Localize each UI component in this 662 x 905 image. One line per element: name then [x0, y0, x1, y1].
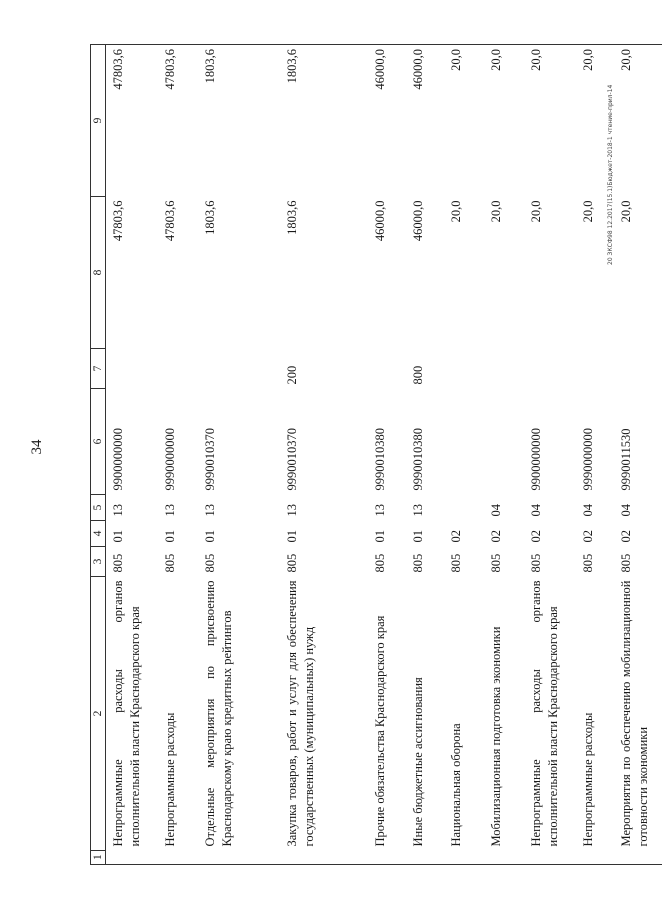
section-code: 02 — [449, 530, 463, 543]
department-code: 805 — [581, 553, 595, 573]
header-col-6: 6 — [91, 389, 106, 495]
amount-col-8: 20,0 — [449, 200, 463, 223]
page-number: 34 — [29, 439, 45, 455]
table-row — [106, 45, 159, 865]
target-article-code: 9990010370 — [285, 428, 299, 491]
amount-col-9: 20,0 — [614, 45, 662, 197]
section-code: 01 — [163, 530, 177, 543]
budget-table — [90, 44, 662, 865]
target-article-code: 9990011530 — [619, 428, 633, 491]
header-col-3: 3 — [91, 547, 106, 577]
table-row — [280, 45, 368, 865]
row-number-cell — [368, 851, 406, 865]
amount-col-8: 46000,0 — [411, 200, 425, 242]
item-name: Непрограммные расходы — [581, 712, 595, 847]
department-code: 805 — [529, 553, 543, 573]
amount-col-9: 1803,6 — [280, 45, 368, 197]
table-row — [484, 45, 524, 865]
item-name: Отдельные мероприятия по присвоению Краснодарскому краю кредитных рейтингов — [203, 580, 234, 847]
department-code: 805 — [619, 553, 633, 573]
subsection-code: 04 — [619, 504, 633, 517]
table-row — [524, 45, 576, 865]
amount-col-8: 20,0 — [619, 200, 633, 223]
row-number-cell — [280, 851, 368, 865]
row-number-cell — [444, 851, 484, 865]
item-name: Непрограммные расходы — [163, 712, 177, 847]
department-code: 805 — [163, 553, 177, 573]
amount-col-8: 47803,6 — [163, 200, 177, 242]
row-number-cell — [484, 851, 524, 865]
target-article-code: 9900000000 — [529, 428, 543, 491]
subsection-code: 13 — [285, 504, 299, 517]
department-code: 805 — [449, 553, 463, 573]
section-code: 01 — [285, 530, 299, 543]
table-row — [368, 45, 406, 865]
section-code: 02 — [581, 530, 595, 543]
item-name: Непрограммные расходы органов исполнительной власти Краснодарского края — [111, 580, 142, 847]
header-col-7: 7 — [91, 349, 106, 389]
subsection-code: 13 — [411, 504, 425, 517]
department-code: 805 — [285, 553, 299, 573]
section-code: 01 — [373, 530, 387, 543]
section-code: 01 — [203, 530, 217, 543]
department-code: 805 — [111, 553, 125, 573]
header-col-1: 1 — [91, 851, 106, 865]
department-code: 805 — [373, 553, 387, 573]
table-row — [444, 45, 484, 865]
table-row — [614, 45, 662, 865]
department-code: 805 — [489, 553, 503, 573]
header-col-5: 5 — [91, 495, 106, 521]
header-col-8: 8 — [91, 197, 106, 349]
subsection-code: 13 — [111, 504, 125, 517]
subsection-code: 13 — [203, 504, 217, 517]
target-article-code: 9990010370 — [203, 428, 217, 491]
item-name: Непрограммные расходы органов исполнительной власти Краснодарского края — [529, 580, 560, 847]
target-article-code: 9990010380 — [411, 428, 425, 491]
expense-type-code — [198, 349, 280, 389]
expense-type-code — [524, 349, 576, 389]
item-name: Закупка товаров, работ и услуг для обеспечения государственных (муниципальных) нужд — [285, 580, 316, 847]
amount-col-8: 1803,6 — [285, 200, 299, 235]
section-code: 02 — [489, 530, 503, 543]
amount-col-9: 20,0 — [576, 45, 614, 197]
amount-col-8: 20,0 — [489, 200, 503, 223]
target-article-code: 9900000000 — [111, 428, 125, 491]
amount-col-9: 47803,6 — [106, 45, 159, 197]
amount-col-9: 20,0 — [484, 45, 524, 197]
amount-col-8: 20,0 — [581, 200, 595, 223]
table-header-row — [91, 45, 106, 865]
item-name: Иные бюджетные ассигнования — [411, 677, 425, 847]
item-name: Мобилизационная подготовка экономики — [489, 626, 503, 847]
section-code: 02 — [619, 530, 633, 543]
section-code: 02 — [529, 530, 543, 543]
expense-type-code — [576, 349, 614, 389]
row-number-cell — [614, 851, 662, 865]
expense-type-code — [444, 349, 484, 389]
item-name: Прочие обязательства Краснодарского края — [373, 615, 387, 847]
row-number-cell — [106, 851, 159, 865]
target-article-code — [484, 389, 524, 495]
expense-type-code — [158, 349, 198, 389]
amount-col-9: 1803,6 — [198, 45, 280, 197]
expense-type-code: 200 — [285, 365, 299, 385]
expense-type-code — [368, 349, 406, 389]
expense-type-code: 800 — [411, 365, 425, 385]
row-number-cell — [406, 851, 444, 865]
amount-col-8: 46000,0 — [373, 200, 387, 242]
amount-col-8: 47803,6 — [111, 200, 125, 242]
department-code: 805 — [203, 553, 217, 573]
amount-col-9: 20,0 — [444, 45, 484, 197]
amount-col-9: 46000,0 — [406, 45, 444, 197]
subsection-code: 04 — [581, 504, 595, 517]
amount-col-9: 47803,6 — [158, 45, 198, 197]
header-col-4: 4 — [91, 521, 106, 547]
expense-type-code — [106, 349, 159, 389]
item-name: Национальная оборона — [449, 723, 463, 847]
target-article-code — [444, 389, 484, 495]
target-article-code: 9990000000 — [163, 428, 177, 491]
item-name: Мероприятия по обеспечению мобилизационной готовности экономики — [619, 580, 650, 847]
subsection-code: 04 — [489, 504, 503, 517]
table-row — [158, 45, 198, 865]
expense-type-code — [484, 349, 524, 389]
amount-col-9: 20,0 — [524, 45, 576, 197]
amount-col-9: 46000,0 — [368, 45, 406, 197]
header-col-2: 2 — [91, 577, 106, 851]
amount-col-8: 1803,6 — [203, 200, 217, 235]
subsection-code: 13 — [163, 504, 177, 517]
subsection-code: 04 — [529, 504, 543, 517]
row-number-cell — [198, 851, 280, 865]
document-footer-code: 20 ЗКСФ98 12.2017(15.1)Бюджет-2018-1 чтение-прил-14 — [607, 84, 614, 265]
section-code: 01 — [111, 530, 125, 543]
target-article-code: 9990000000 — [581, 428, 595, 491]
table-row — [198, 45, 280, 865]
amount-col-8: 20,0 — [529, 200, 543, 223]
row-number-cell — [158, 851, 198, 865]
expense-type-code — [614, 349, 662, 389]
header-col-9: 9 — [91, 45, 106, 197]
subsection-code: 13 — [373, 504, 387, 517]
row-number-cell — [524, 851, 576, 865]
section-code: 01 — [411, 530, 425, 543]
department-code: 805 — [411, 553, 425, 573]
subsection-code — [444, 495, 484, 521]
table-row — [406, 45, 444, 865]
target-article-code: 9990010380 — [373, 428, 387, 491]
row-number-cell — [576, 851, 614, 865]
